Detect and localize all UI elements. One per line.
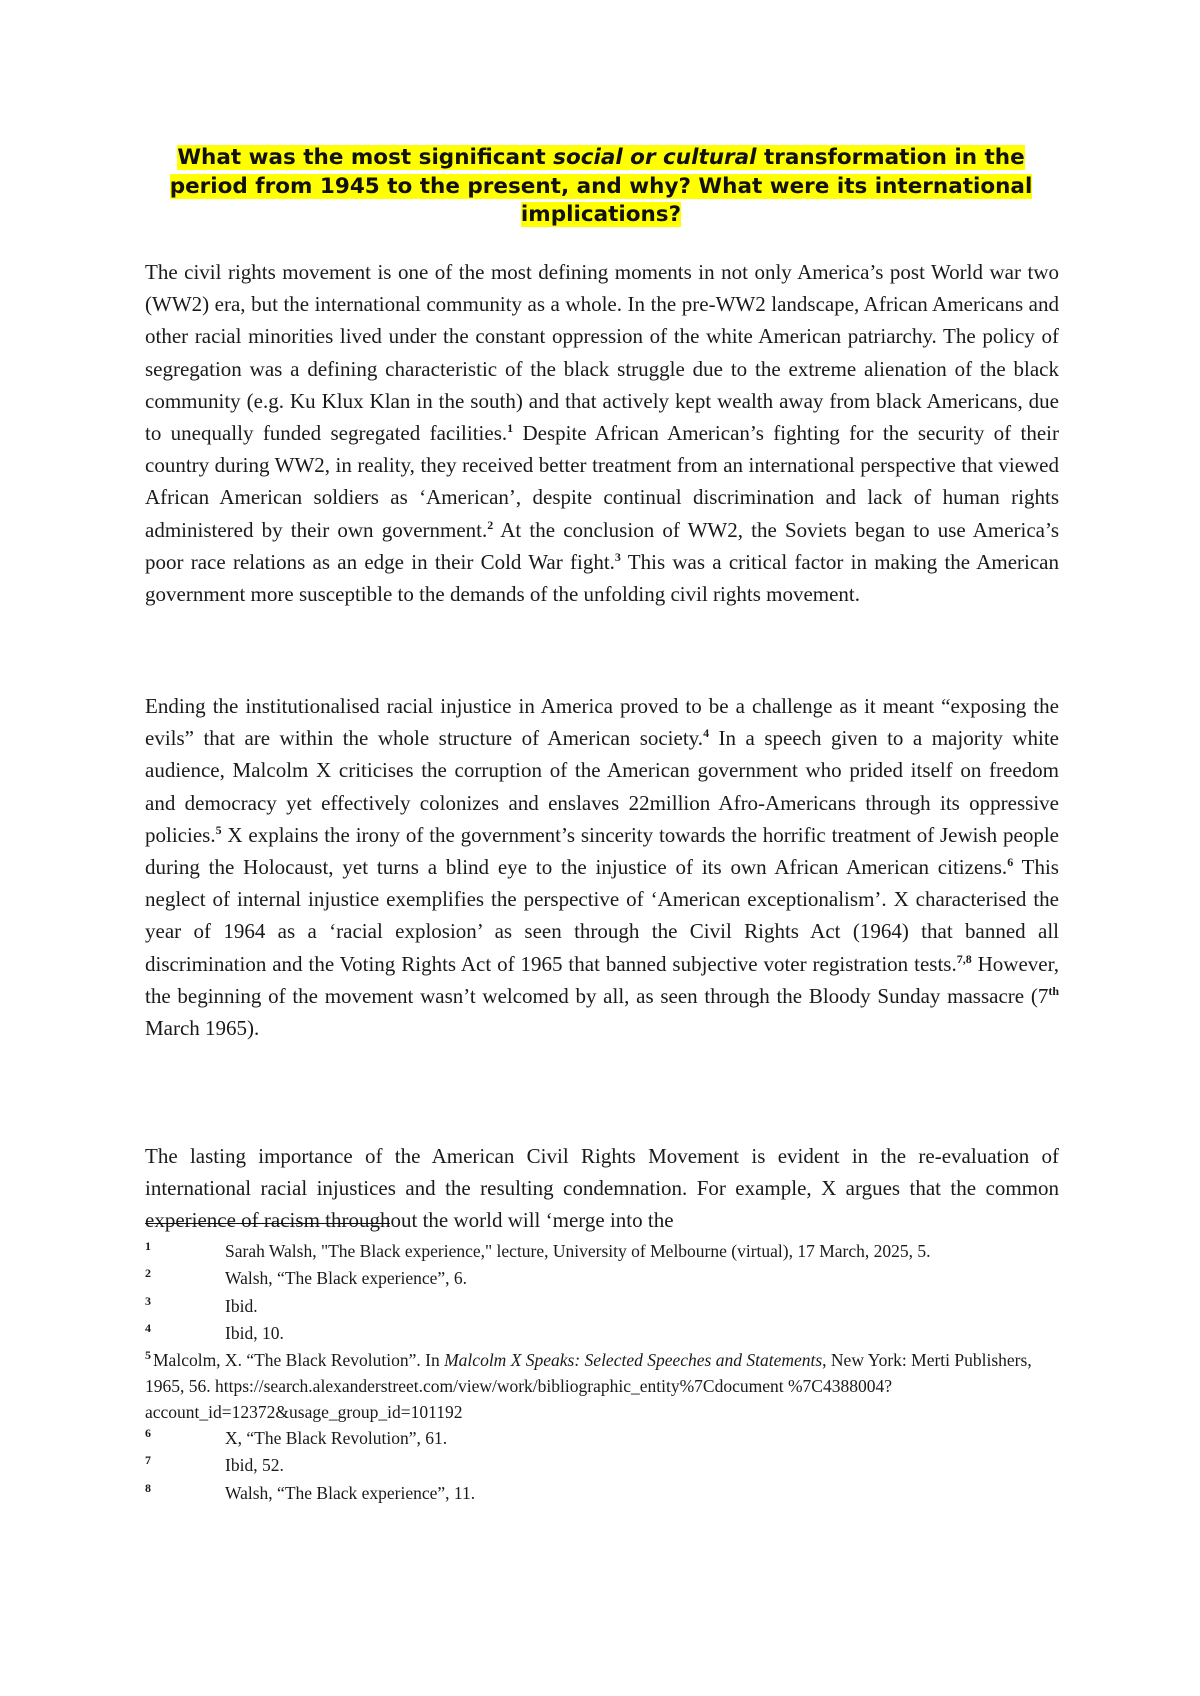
footnote-3 bbox=[145, 1293, 1059, 1320]
footnote-text: Sarah Walsh, "The Black experience," lecture, University of Melbourne (virtual), 17 March, 2025, 5. bbox=[225, 1241, 931, 1261]
footnote-ref[interactable]: 1 bbox=[507, 421, 514, 436]
footnote-number: 4 bbox=[145, 1320, 151, 1335]
footnote-separator bbox=[145, 1223, 390, 1224]
title-text-1: What was the most significant bbox=[177, 145, 554, 170]
p2-text: In a speech given to a majority white audience, Malcolm X criticises the corruption of the American government who prided itself on freedom and democracy yet effectively colonizes and enslaves 22million Afro-Americans through its oppressive policies. bbox=[145, 726, 1059, 847]
footnote-text: Walsh, “The Black experience”, 6. bbox=[225, 1268, 468, 1289]
p2-text: This neglect of internal injustice exemplifies the perspective of ‘American exceptionalism’. X characterised the year of 1964 as a ‘racial explosion’ as seen through the Civil Rights Act (1964) that banned all discrimination and the Voting Rights Act of 1965 that banned subjective voter registration tests. bbox=[145, 855, 1059, 976]
footnotes bbox=[145, 1238, 1059, 1507]
footnote-ref[interactable]: 2 bbox=[487, 517, 494, 532]
footnote-8 bbox=[145, 1480, 1059, 1507]
p1-text: The civil rights movement is one of the most defining moments in not only America’s post World war two (WW2) era, but the international community as a whole. In the pre-WW2 landscape, African Americans and other racial minorities lived under the constant oppression of the white American patriarchy. The policy of segregation was a defining characteristic of the black struggle due to the extreme alienation of the black community (e.g. Ku Klux Klan in the south) and that actively kept wealth away from black Americans, due to unequally funded segregated facilities. bbox=[145, 260, 1059, 446]
footnote-1 bbox=[145, 1238, 1059, 1265]
footnote-number: 5 bbox=[145, 1348, 151, 1363]
footnote-ref[interactable]: 4 bbox=[703, 726, 710, 741]
p1-text: Despite African American’s fighting for the security of their country during WW2, in reality, they received better treatment from an international perspective that viewed African American soldiers as ‘American’, despite continual discrimination and lack of human rights administered by their own government. bbox=[145, 421, 1059, 542]
p2-text: X explains the irony of the government’s sincerity towards the horrific treatment of Jewish people during the Holocaust, yet turns a blind eye to the injustice of its own African American citizens. bbox=[145, 822, 1059, 880]
footnote-ref[interactable]: 6 bbox=[1007, 855, 1014, 870]
footnote-7 bbox=[145, 1452, 1059, 1479]
footnote-number: 6 bbox=[145, 1426, 151, 1441]
footnote-text: X, “The Black Revolution”, 61. bbox=[225, 1428, 448, 1449]
footnote-ref[interactable]: 7,8 bbox=[956, 951, 972, 966]
footnote-text: Malcolm, X. “The Black Revolution”. In bbox=[153, 1350, 445, 1371]
footnote-text: Ibid, 52. bbox=[225, 1455, 284, 1476]
title-text-2: transformation in the period from 1945 to the present, and why? What were its international implications? bbox=[169, 145, 1033, 227]
footnote-number: 8 bbox=[145, 1480, 151, 1495]
p1-text: This was a critical factor in making the American government more susceptible to the demands of the unfolding civil rights movement. bbox=[145, 549, 1059, 607]
footnote-2 bbox=[145, 1265, 1059, 1292]
footnote-5 bbox=[145, 1347, 1059, 1425]
footnote-ref[interactable]: 3 bbox=[614, 549, 621, 564]
footnote-ref[interactable]: 5 bbox=[215, 822, 222, 837]
footnote-6 bbox=[145, 1425, 1059, 1452]
p2-text: However, the beginning of the movement wasn’t welcomed by all, as seen through the Bloody Sunday massacre (7 bbox=[145, 951, 1060, 1008]
essay-question-title bbox=[143, 144, 1059, 230]
footnote-number: 1 bbox=[145, 1239, 151, 1253]
footnote-number: 7 bbox=[145, 1453, 151, 1468]
p1-text: At the conclusion of WW2, the Soviets began to use America’s poor race relations as an edge in their Cold War fight. bbox=[145, 517, 1059, 574]
paragraph-2 bbox=[145, 690, 1059, 1044]
footnote-book-title: Malcolm X Speaks: Selected Speeches and Statements bbox=[444, 1350, 823, 1371]
p2-text: Ending the institutionalised racial injustice in America proved to be a challenge as it meant “exposing the evils” that are within the whole structure of American society. bbox=[145, 694, 1059, 751]
ordinal-suffix: th bbox=[1048, 983, 1059, 998]
footnote-text: Ibid. bbox=[225, 1295, 258, 1316]
footnote-text: Ibid, 10. bbox=[225, 1322, 284, 1343]
footnote-text: Walsh, “The Black experience”, 11. bbox=[225, 1482, 476, 1503]
p2-text: March 1965). bbox=[145, 1016, 260, 1041]
footnote-4 bbox=[145, 1320, 1059, 1347]
title-text-italic: social or cultural bbox=[553, 145, 757, 170]
paragraph-1 bbox=[145, 256, 1059, 610]
paragraph-3: The lasting importance of the American Civil Rights Movement is evident in the re-evaluation of international racial injustices and the resulting condemnation. For example, X argues that the common experience of racism throughout the world will ‘merge into the bbox=[145, 1144, 1059, 1233]
footnote-number: 2 bbox=[145, 1266, 151, 1281]
footnote-text: , New York: Merti Publishers, 1965, 56. https://search.alexanderstreet.com/view/work/bibliographic_entity%7Cdocument %7C4388004?account_id=12372&usage_group_id=101192 bbox=[145, 1350, 1032, 1423]
footnote-number: 3 bbox=[145, 1293, 151, 1308]
